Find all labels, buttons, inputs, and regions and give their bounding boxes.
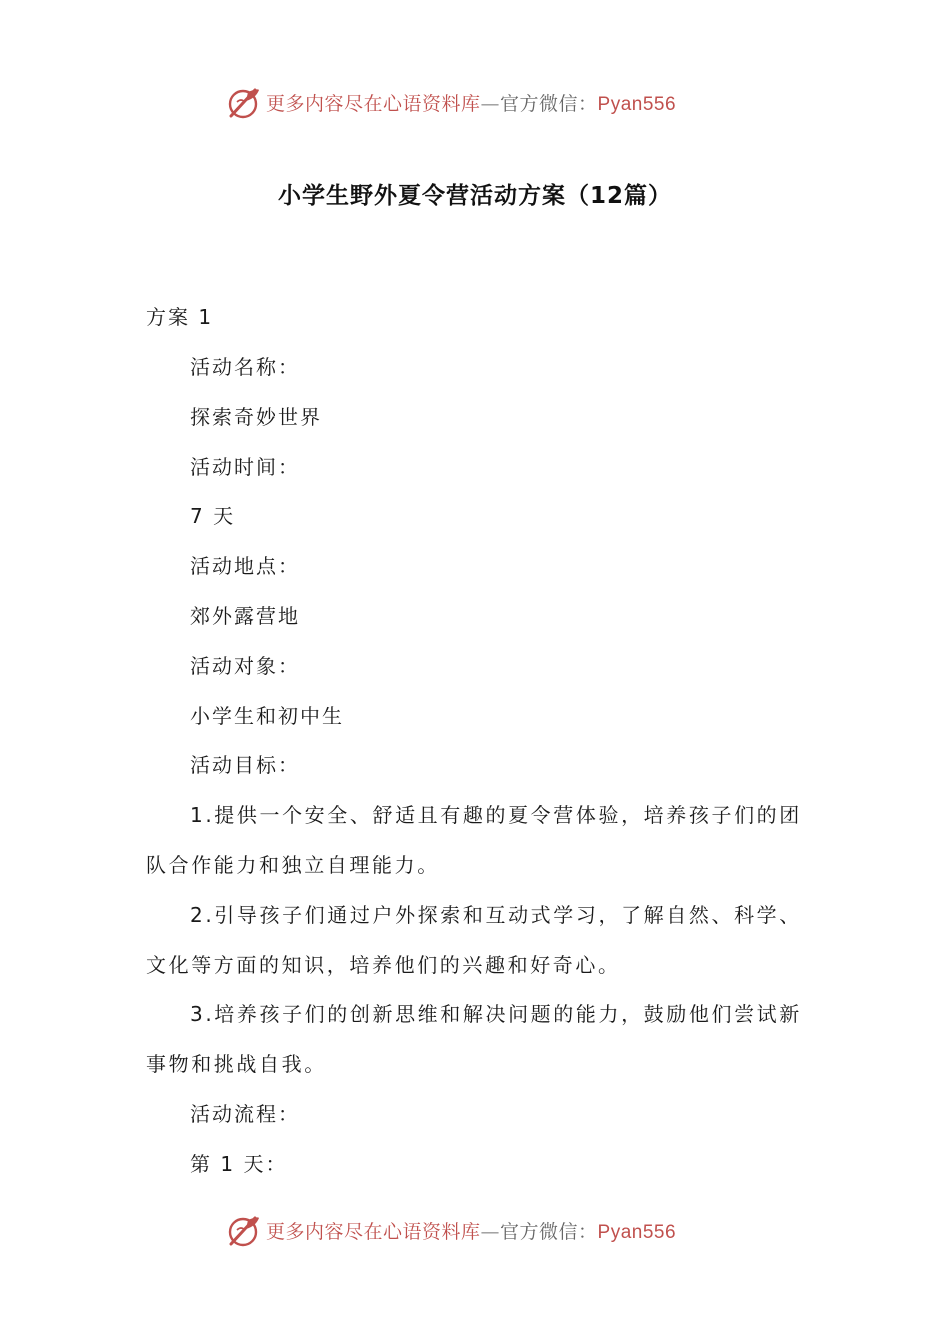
banner-site-text: 更多内容尽在心语资料库 bbox=[266, 93, 481, 115]
goal-paragraph-3: 3.培养孩子们的创新思维和解决问题的能力，鼓励他们尝试新事物和挑战自我。 bbox=[146, 1002, 802, 1076]
activity-time-value: 7 天 bbox=[190, 504, 236, 528]
banner-wechat-label: 官方微信： bbox=[500, 93, 598, 115]
activity-location-value: 郊外露营地 bbox=[190, 604, 300, 628]
banner-site-text: 更多内容尽在心语资料库 bbox=[266, 1221, 481, 1243]
day1-label: 第 1 天： bbox=[190, 1152, 288, 1176]
quill-logo-icon bbox=[226, 1214, 262, 1248]
document-title: 小学生野外夏令营活动方案（12篇） bbox=[277, 183, 672, 209]
banner-wechat-id: Pyan556 bbox=[597, 1222, 677, 1243]
header-banner bbox=[0, 84, 950, 124]
banner-wechat-label: 官方微信： bbox=[500, 1221, 598, 1243]
section-heading: 方案 1 bbox=[146, 305, 214, 329]
header-banner-text bbox=[266, 91, 676, 118]
activity-time-label: 活动时间： bbox=[190, 455, 300, 479]
goal-paragraph-2: 2.引导孩子们通过户外探索和互动式学习，了解自然、科学、文化等方面的知识，培养他们的兴趣和好奇心。 bbox=[146, 903, 802, 977]
activity-goals-label: 活动目标： bbox=[190, 753, 300, 777]
banner-wechat-id: Pyan556 bbox=[597, 94, 677, 115]
banner-dash: — bbox=[480, 93, 501, 115]
activity-target-value: 小学生和初中生 bbox=[190, 704, 344, 728]
activity-name-label: 活动名称： bbox=[190, 355, 300, 379]
activity-target-label: 活动对象： bbox=[190, 654, 300, 678]
activity-location-label: 活动地点： bbox=[190, 554, 300, 578]
banner-dash: — bbox=[480, 1221, 501, 1243]
activity-name-value: 探索奇妙世界 bbox=[190, 405, 322, 429]
activity-flow-label: 活动流程： bbox=[190, 1102, 300, 1126]
quill-logo-icon bbox=[226, 86, 262, 120]
footer-banner bbox=[0, 1212, 950, 1252]
goal-paragraph-1: 1.提供一个安全、舒适且有趣的夏令营体验，培养孩子们的团队合作能力和独立自理能力。 bbox=[146, 803, 802, 877]
footer-banner-text bbox=[266, 1219, 676, 1246]
